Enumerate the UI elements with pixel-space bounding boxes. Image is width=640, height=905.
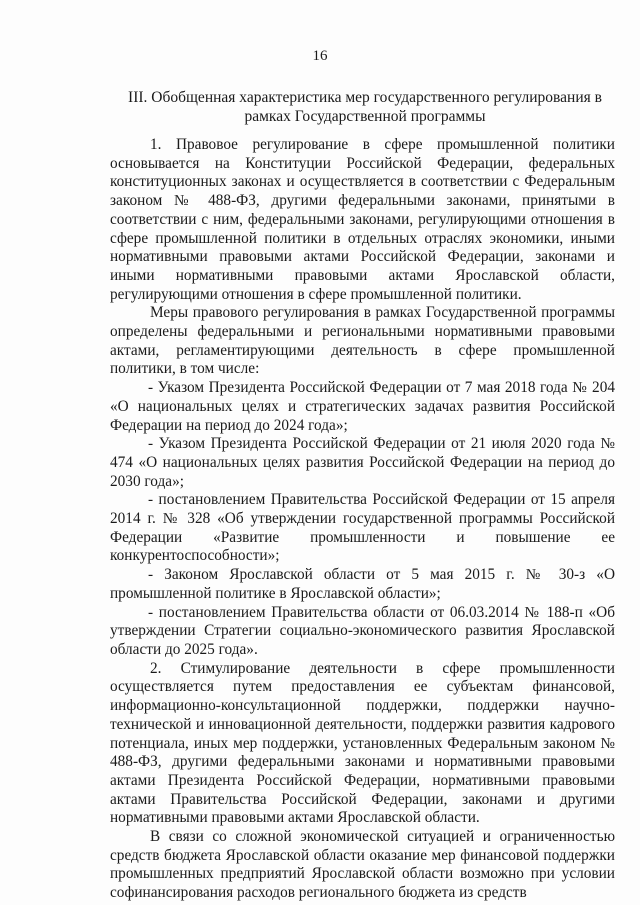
paragraph-regulation-measures: Меры правового регулирования в рамках Государственной программы определены федеральными и региональными нормативными правовыми актами, регламентирующими деятельность в сфере промышленной политики, в том числе: (110, 304, 615, 378)
list-item-resolution-188p: - постановлением Правительства области от 06.03.2014 № 188-п «Об утверждении Стратегии социально-экономического развития Ярославской области до 2025 года». (110, 603, 615, 658)
body-text (110, 136, 615, 903)
page-number: 16 (312, 48, 328, 64)
paragraph-legal-regulation: 1. Правовое регулирование в сфере промышленной политики основывается на Конституции Российской Федерации, федеральных конституционных законах и осуществляется в соответствии с Федеральным законом № 488-ФЗ, другими федеральными законами, принятыми в соответствии с ним, федеральными законами, регулирующими отношения в сфере промышленной политики в отдельных отраслях экономики, иными нормативными правовыми актами Российской Федерации, законами и иными нормативными правовыми актами Ярославской области, регулирующими отношения в сфере промышленной политики. (110, 136, 615, 303)
list-item-resolution-328: - постановлением Правительства Российской Федерации от 15 апреля 2014 г. № 328 «Об утверждении государственной программы Российской Федерации «Развитие промышленности и повышение ее конкурентоспособности»; (110, 491, 615, 565)
paragraph-financial-support: В связи со сложной экономической ситуацией и ограниченностью средств бюджета Ярославской области оказание мер финансовой поддержки промышленных предприятий Ярославской области возможно при условии софинансирования расходов регионального бюджета из средств (110, 828, 615, 902)
list-item-decree-204: - Указом Президента Российской Федерации от 7 мая 2018 года № 204 «О национальных целях и стратегических задачах развития Российской Федерации на период до 2024 года»; (110, 379, 615, 434)
section-heading: III. Обобщенная характеристика мер государственного регулирования в рамках Государственной программы (128, 89, 602, 125)
list-item-law-30z: - Законом Ярославской области от 5 мая 2015 г. № 30-з «О промышленной политике в Ярославской области»; (110, 566, 615, 602)
paragraph-stimulation: 2. Стимулирование деятельности в сфере промышленности осуществляется путем предоставления ее субъектам финансовой, информационно-консультационной поддержки, поддержки научно-технической и инновационной деятельности, поддержки развития кадрового потенциала, иных мер поддержки, установленных Федеральным законом № 488-ФЗ, другими федеральными законами и нормативными правовыми актами Президента Российской Федерации, нормативными правовыми актами Правительства Российской Федерации, законами и другими нормативными правовыми актами Ярославской области. (110, 659, 615, 827)
list-item-decree-474: - Указом Президента Российской Федерации от 21 июля 2020 года № 474 «О национальных целях развития Российской Федерации на период до 2030 года»; (110, 435, 615, 490)
